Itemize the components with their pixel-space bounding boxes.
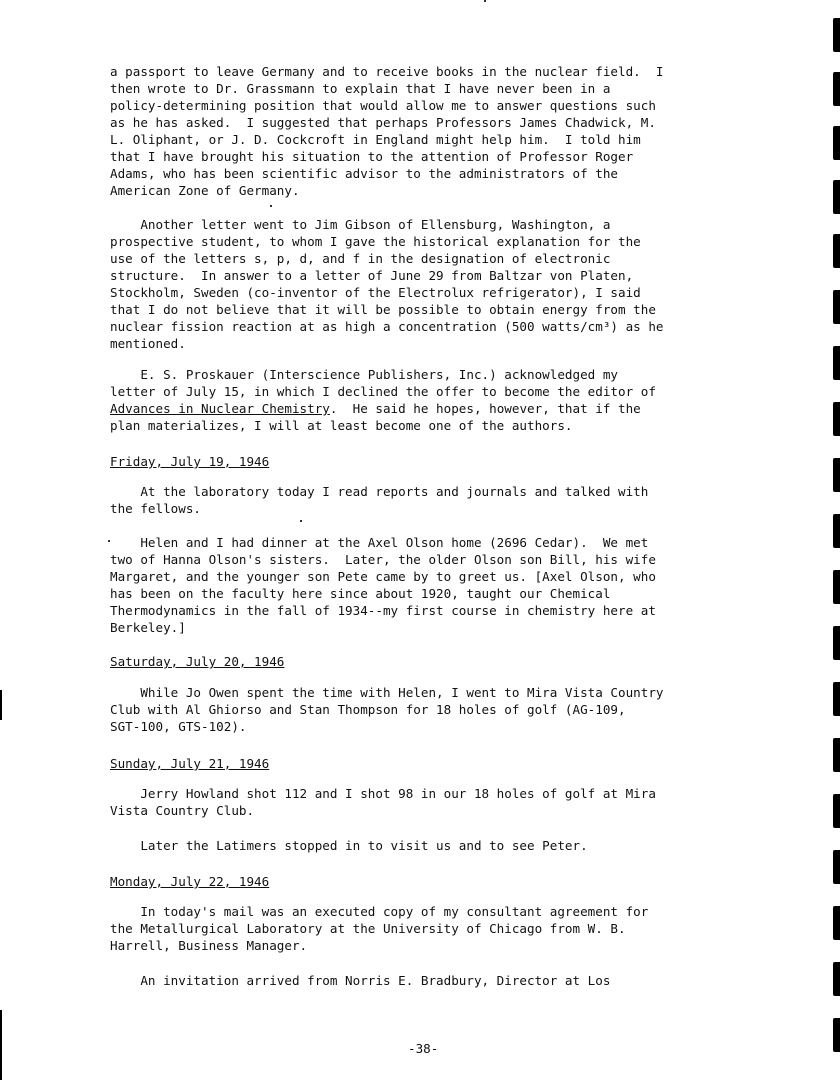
paragraph-latimers: Later the Latimers stopped in to visit us and to see Peter. [110,838,588,853]
heading-monday: Monday, July 22, 1946 [110,874,270,889]
paragraph-olson-dinner: Helen and I had dinner at the Axel Olson home (2696 Cedar). We met two of Hanna Olson's sisters. Later, the older Olson son Bill, his wife Margaret, and the younger son Pete came by to greet us. [Axel Olson, who has been on the faculty here since about 1920, taught our Chemical Thermodynamics in the fall of 1934--my first course in chemistry here at Berkeley.] [110,535,656,635]
scan-edge-mark [833,794,840,828]
scan-edge-mark [833,1018,840,1052]
scan-edge-mark [833,290,840,324]
scan-edge-mark [833,626,840,660]
paragraph-golf-saturday: While Jo Owen spent the time with Helen, I went to Mira Vista Country Club with Al Ghiorso and Stan Thompson for 18 holes of golf (AG-109, SGT-100, GTS-102). [110,685,664,734]
scan-edge-mark [833,346,840,380]
paragraph-gibson: Another letter went to Jim Gibson of Ellensburg, Washington, a prospective student, to whom I gave the historical explanation for the use of the letters s, p, d, and f in the designation of electronic structure. In answer to a letter of June 29 from Baltzar von Platen, Stockholm, Sweden (co-inventor of the Electrolux refrigerator), I said that I do not believe that it will be possible to obtain energy from the nuclear fission reaction at as high a concentration (500 watts/cm³) as he mentioned. [110,217,664,351]
scan-edge-mark [833,234,840,268]
scan-edge-mark [833,126,840,160]
scan-edge-mark [833,72,840,106]
book-title: Advances in Nuclear Chemistry [110,401,330,416]
scan-speck [484,0,486,2]
proskauer-line-2: letter of July 15, in which I declined the offer to become the editor of [110,384,656,399]
paragraph-consultant-agreement: In today's mail was an executed copy of my consultant agreement for the Metallurgical Laboratory at the University of Chicago from W. B. Harrell, Business Manager. [110,904,649,953]
scan-edge-mark [833,850,840,884]
scan-edge-mark [833,458,840,492]
paragraph-laboratory: At the laboratory today I read reports and journals and talked with the fellows. [110,484,649,516]
heading-saturday: Saturday, July 20, 1946 [110,654,285,669]
scan-edge-mark [833,906,840,940]
scan-edge-mark [833,738,840,772]
scan-speck [108,540,110,542]
scan-edge-mark [833,962,840,996]
paragraph-bradbury: An invitation arrived from Norris E. Bradbury, Director at Los [110,973,611,988]
scan-speck [300,520,302,522]
scan-edge-mark [833,180,840,214]
paragraph-grassmann: a passport to leave Germany and to receive books in the nuclear field. I then wrote to Dr. Grassmann to explain that I have never been in a policy-determining position that would allow me to answer questions such as he has asked. I suggested that perhaps Professors James Chadwick, M. L. Oliphant, or J. D. Cockcroft in England might help him. I told him that I have brought his situation to the attention of Professor Roger Adams, who has been scientific advisor to the administrators of the American Zone of Germany. [110,64,664,198]
heading-sunday: Sunday, July 21, 1946 [110,756,270,771]
proskauer-line-1: E. S. Proskauer (Interscience Publishers, Inc.) acknowledged my [110,367,618,382]
scan-edge-mark [833,402,840,436]
scan-speck [270,205,272,207]
proskauer-line-4: plan materializes, I will at least become one of the authors. [110,418,573,433]
scan-left-edge-mark [0,690,2,720]
scan-left-edge-mark [0,1010,2,1080]
paragraph-golf-sunday: Jerry Howland shot 112 and I shot 98 in our 18 holes of golf at Mira Vista Country Club. [110,786,656,818]
scan-edge-mark [833,514,840,548]
paragraph-proskauer [110,366,735,434]
page-number: -38- [408,1041,439,1056]
heading-friday: Friday, July 19, 1946 [110,454,270,469]
scan-edge-mark [833,18,840,52]
proskauer-line-3: . He said he hopes, however, that if the [329,401,641,416]
scan-edge-mark [833,570,840,604]
scan-edge-mark [833,682,840,716]
